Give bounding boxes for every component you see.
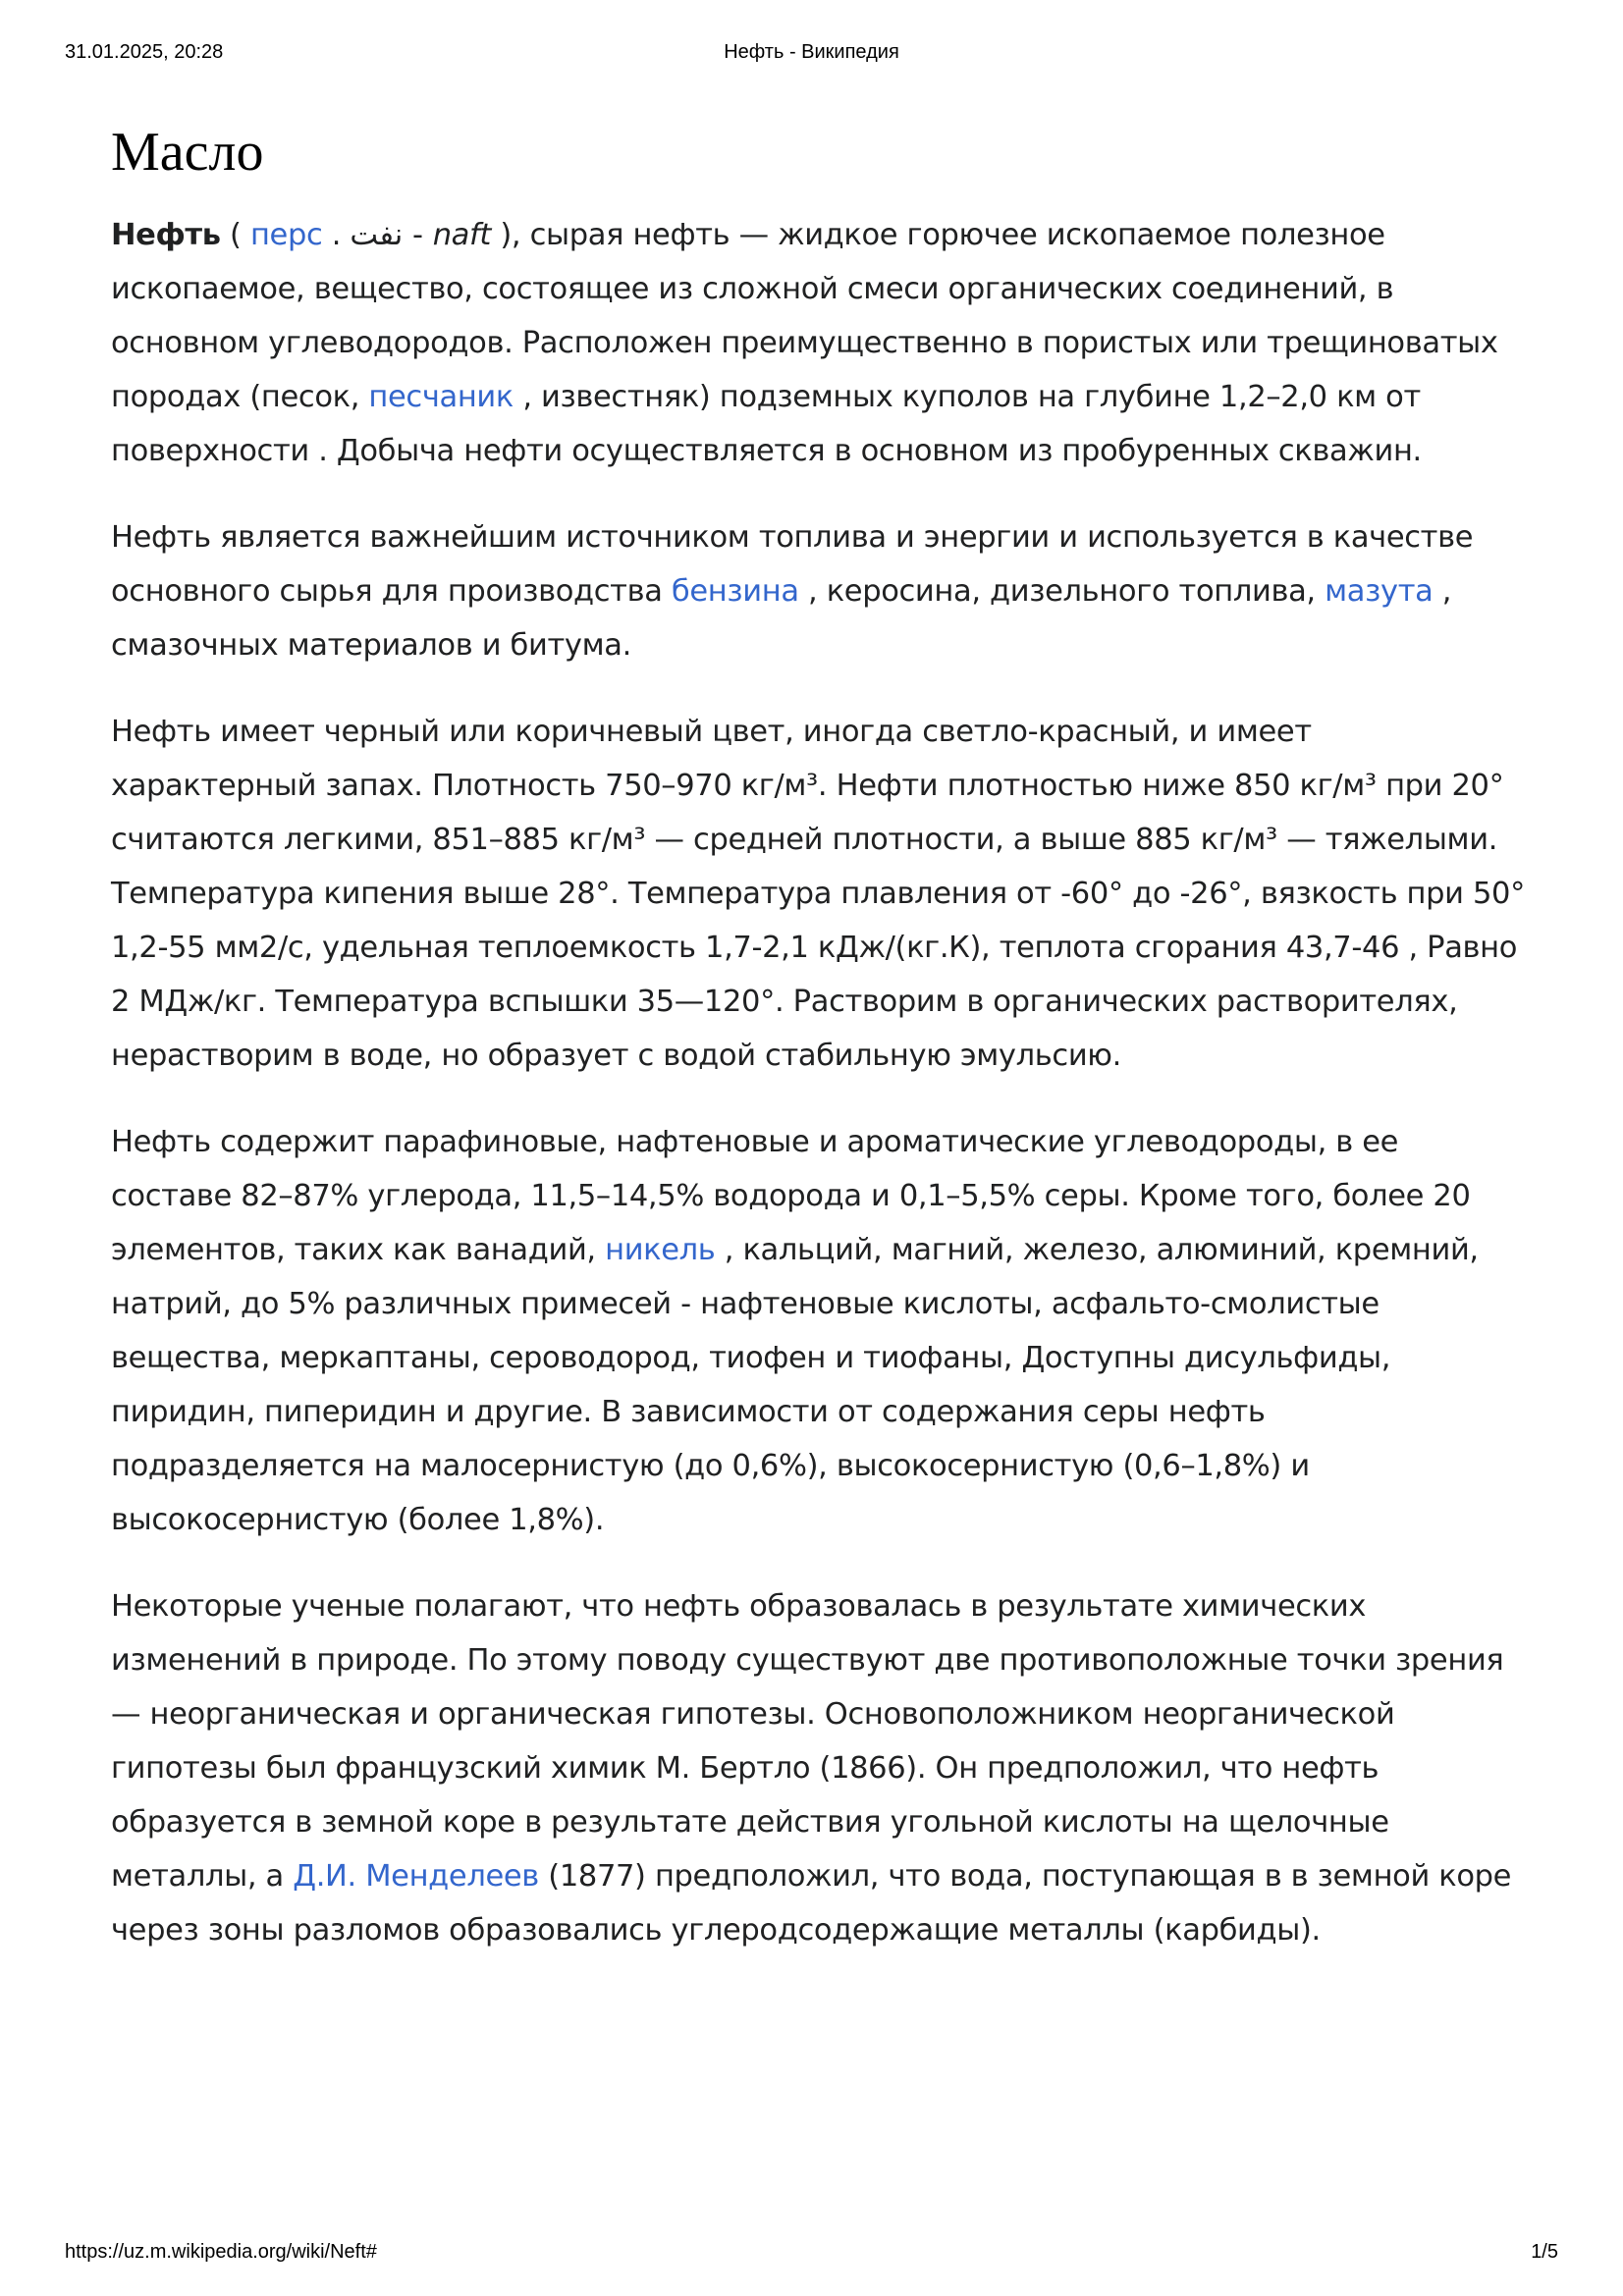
link-benzin[interactable]: бензина	[671, 574, 799, 609]
paragraph-origin	[111, 1579, 1525, 1957]
text-run: , известняк) подземных куполов на глубине 1,2–2,0 км от поверхности . Добыча нефти осуществляется в основном из пробуренных скважин.	[111, 380, 1422, 468]
text-run: , кальций, магний, железо, алюминий, кремний, натрий, до 5% различных примесей - нафтеновые кислоты, асфальто-смолистые вещества, меркаптаны, сероводород, тиофен и тиофаны, Доступны дисульфиды, пиридин, пиперидин и другие. В зависимости от содержания серы нефть подразделяется на малосернистую (до 0,6%), высокосернистую (0,6–1,8%) и высокосернистую (более 1,8%).	[111, 1233, 1479, 1537]
text-run: Некоторые ученые полагают, что нефть образовалась в результате химических изменений в природе. По этому поводу существуют две противоположные точки зрения — неорганическая и органическая гипотезы. Основоположником неорганической гипотезы был французский химик М. Бертло (1866). Он предположил, что нефть образуется в земной коре в результате действия угольной кислоты на щелочные металлы, а	[111, 1589, 1504, 1894]
print-url: https://uz.m.wikipedia.org/wiki/Neft#	[65, 2241, 377, 2263]
text-run: (	[220, 218, 250, 252]
text-run: . نفت -	[322, 218, 433, 252]
article-content	[111, 118, 1525, 1990]
print-footer	[65, 2241, 1558, 2270]
print-header	[65, 41, 1558, 71]
link-nikel[interactable]: никель	[605, 1233, 716, 1267]
text-run: , керосина, дизельного топлива,	[798, 574, 1325, 609]
article-heading: Масло	[111, 122, 264, 183]
article-term: Нефть	[111, 218, 221, 252]
link-mendeleev[interactable]: Д.И. Менделеев	[293, 1859, 539, 1894]
link-mazut[interactable]: мазута	[1325, 574, 1434, 609]
text-run: ), сырая нефть — жидкое горючее ископаемое полезное ископаемое, вещество, состоящее из сложной смеси органических соединений, в основном углеводородов. Расположен преимущественно в пористых или трещиноватых породах (песок,	[111, 218, 1498, 414]
link-pers[interactable]: перс	[249, 218, 323, 252]
text-run: (1877) предположил, что вода, поступающая в в земной коре через зоны разломов образовались углеродсодержащие металлы (карбиды).	[111, 1859, 1512, 1948]
paragraph-intro	[111, 208, 1525, 478]
print-page-counter: 1/5	[1531, 2241, 1558, 2263]
text-run: , смазочных материалов и битума.	[111, 574, 1452, 663]
text-run: Нефть содержит парафиновые, нафтеновые и ароматические углеводороды, в ее составе 82–87% углерода, 11,5–14,5% водорода и 0,1–5,5% серы. Кроме того, более 20 элементов, таких как ванадий,	[111, 1125, 1471, 1267]
paragraph-properties: Нефть имеет черный или коричневый цвет, иногда светло-красный, и имеет характерный запах. Плотность 750–970 кг/м³. Нефти плотностью ниже 850 кг/м³ при 20° считаются легкими, 851–885 кг/м³ — средней плотности, а выше 885 кг/м³ — тяжелыми. Температура кипения выше 28°. Температура плавления от -60° до -26°, вязкость при 50° 1,2-55 мм2/с, удельная теплоемкость 1,7-2,1 кДж/(кг.К), теплота сгорания 43,7-46 , Равно 2 МДж/кг. Температура вспышки 35—120°. Растворим в органических растворителях, нерастворим в воде, но образует с водой стабильную эмульсию.	[111, 715, 1525, 1073]
transliteration-naft: naft	[432, 218, 492, 252]
print-datetime: 31.01.2025, 20:28	[65, 41, 224, 63]
link-peschanik[interactable]: песчаник	[368, 380, 514, 414]
print-page-title: Нефть - Википедия	[724, 41, 899, 63]
paragraph-composition	[111, 1115, 1525, 1547]
text-run: Нефть является важнейшим источником топлива и энергии и используется в качестве основного сырья для производства	[111, 520, 1474, 609]
paragraph-usage	[111, 510, 1525, 672]
